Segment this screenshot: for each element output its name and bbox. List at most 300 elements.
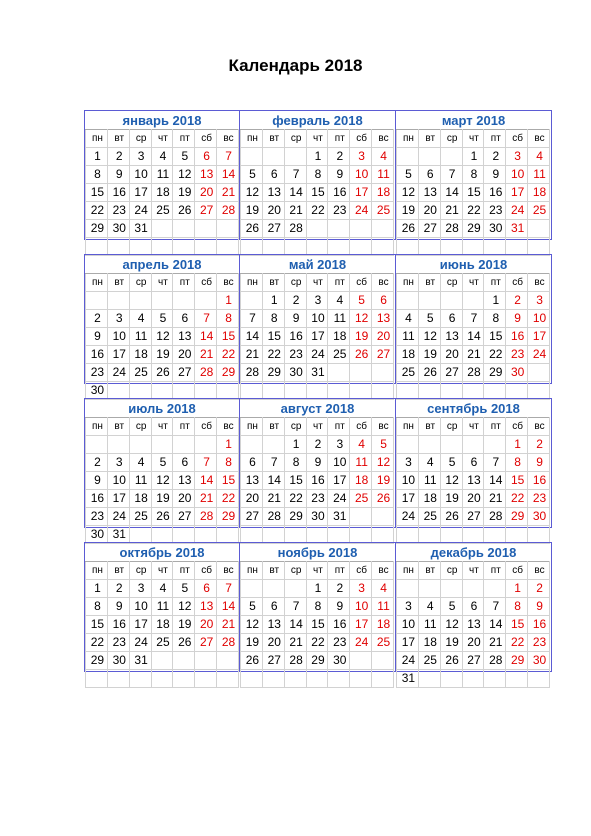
day-cell: 26 (440, 508, 462, 526)
day-cell: 29 (506, 508, 528, 526)
empty-cell (372, 220, 394, 238)
empty-cell (284, 148, 306, 166)
day-cell: 7 (217, 580, 239, 598)
day-cell: 14 (195, 472, 217, 490)
empty-cell (129, 436, 151, 454)
empty-cell (306, 670, 328, 688)
day-cell: 11 (328, 310, 350, 328)
day-cell: 11 (418, 616, 440, 634)
day-cell: 30 (86, 382, 108, 400)
day-cell: 5 (397, 166, 419, 184)
day-cell: 26 (418, 364, 440, 382)
month-table (85, 417, 239, 544)
day-cell: 5 (173, 580, 195, 598)
empty-cell (418, 580, 440, 598)
day-cell: 6 (462, 454, 484, 472)
day-cell: 10 (350, 598, 372, 616)
day-cell: 2 (506, 292, 528, 310)
empty-cell (262, 382, 284, 400)
month-title: март 2018 (441, 113, 506, 128)
day-cell: 30 (306, 508, 328, 526)
day-cell: 1 (506, 436, 528, 454)
weekday-header: чт (306, 418, 328, 436)
empty-cell (506, 382, 528, 400)
day-cell: 20 (262, 634, 284, 652)
empty-cell (173, 526, 195, 544)
empty-cell (241, 148, 263, 166)
weekday-header: вт (262, 130, 284, 148)
day-cell: 13 (418, 184, 440, 202)
day-cell: 21 (241, 346, 263, 364)
day-cell: 10 (129, 598, 151, 616)
empty-cell (462, 382, 484, 400)
day-cell: 16 (328, 616, 350, 634)
day-cell: 15 (217, 328, 239, 346)
day-cell: 18 (418, 634, 440, 652)
empty-cell (217, 652, 239, 670)
day-cell: 14 (462, 328, 484, 346)
day-cell: 2 (107, 148, 129, 166)
weekday-header: пт (173, 130, 195, 148)
day-cell: 7 (440, 166, 462, 184)
empty-cell (151, 526, 173, 544)
day-cell: 26 (241, 220, 263, 238)
weekday-header: чт (151, 274, 173, 292)
day-cell: 30 (284, 364, 306, 382)
weekday-header: пт (173, 274, 195, 292)
empty-cell (397, 580, 419, 598)
weekday-header: чт (462, 274, 484, 292)
weekday-header: сб (195, 562, 217, 580)
weekday-header: вт (107, 274, 129, 292)
day-cell: 19 (173, 616, 195, 634)
day-cell: 30 (528, 508, 550, 526)
day-cell: 28 (484, 652, 506, 670)
day-cell: 10 (350, 166, 372, 184)
day-cell: 21 (195, 490, 217, 508)
empty-cell (350, 220, 372, 238)
empty-cell (440, 670, 462, 688)
weekday-header: пт (328, 418, 350, 436)
empty-cell (350, 382, 372, 400)
day-cell: 17 (107, 490, 129, 508)
day-cell: 2 (484, 148, 506, 166)
empty-cell (397, 526, 419, 544)
weekday-header: пн (86, 130, 108, 148)
day-cell: 18 (151, 616, 173, 634)
empty-cell (484, 580, 506, 598)
day-cell: 23 (528, 490, 550, 508)
day-cell: 26 (173, 634, 195, 652)
day-cell: 17 (528, 328, 550, 346)
empty-cell (418, 670, 440, 688)
day-cell: 16 (528, 616, 550, 634)
weekday-header: ср (129, 418, 151, 436)
day-cell: 10 (397, 472, 419, 490)
day-cell: 24 (129, 634, 151, 652)
month-title: декабрь 2018 (430, 545, 517, 560)
day-cell: 25 (528, 202, 550, 220)
day-cell: 3 (129, 148, 151, 166)
day-cell: 27 (262, 652, 284, 670)
day-cell: 23 (86, 508, 108, 526)
month-row (84, 398, 552, 541)
weekday-header: вс (528, 562, 550, 580)
day-cell: 10 (107, 472, 129, 490)
day-cell: 18 (350, 472, 372, 490)
day-cell: 24 (397, 508, 419, 526)
month-table (396, 417, 550, 544)
empty-cell (151, 436, 173, 454)
empty-cell (528, 364, 550, 382)
day-cell: 6 (418, 166, 440, 184)
empty-cell (217, 238, 239, 256)
day-cell: 19 (151, 346, 173, 364)
weekday-header: чт (151, 562, 173, 580)
day-cell: 17 (107, 346, 129, 364)
day-cell: 3 (306, 292, 328, 310)
weekday-header: вт (418, 418, 440, 436)
day-cell: 28 (462, 364, 484, 382)
empty-cell (107, 292, 129, 310)
day-cell: 26 (372, 490, 394, 508)
empty-cell (195, 292, 217, 310)
weekday-header: вт (262, 274, 284, 292)
day-cell: 5 (241, 598, 263, 616)
day-cell: 20 (372, 328, 394, 346)
day-cell: 31 (397, 670, 419, 688)
day-cell: 4 (350, 436, 372, 454)
day-cell: 15 (506, 472, 528, 490)
weekday-header: вс (372, 562, 394, 580)
empty-cell (195, 220, 217, 238)
day-cell: 3 (328, 436, 350, 454)
empty-cell (372, 652, 394, 670)
day-cell: 28 (217, 634, 239, 652)
empty-cell (284, 580, 306, 598)
day-cell: 8 (217, 454, 239, 472)
day-cell: 8 (262, 310, 284, 328)
day-cell: 30 (328, 652, 350, 670)
day-cell: 25 (418, 508, 440, 526)
weekday-header: сб (506, 562, 528, 580)
day-cell: 1 (86, 580, 108, 598)
empty-cell (151, 670, 173, 688)
empty-cell (506, 670, 528, 688)
day-cell: 10 (328, 454, 350, 472)
day-cell: 23 (107, 634, 129, 652)
day-cell: 10 (107, 328, 129, 346)
empty-cell (173, 436, 195, 454)
empty-cell (107, 436, 129, 454)
day-cell: 24 (107, 508, 129, 526)
day-cell: 9 (328, 598, 350, 616)
day-cell: 16 (86, 490, 108, 508)
day-cell: 27 (262, 220, 284, 238)
weekday-header: пн (397, 130, 419, 148)
day-cell: 7 (195, 310, 217, 328)
empty-cell (262, 148, 284, 166)
empty-cell (173, 382, 195, 400)
month-title: май 2018 (288, 257, 347, 272)
weekday-header: сб (506, 130, 528, 148)
day-cell: 23 (86, 364, 108, 382)
weekday-header: вс (372, 130, 394, 148)
weekday-header: ср (129, 130, 151, 148)
weekday-header: чт (306, 274, 328, 292)
empty-cell (129, 382, 151, 400)
day-cell: 27 (462, 652, 484, 670)
day-cell: 16 (306, 472, 328, 490)
empty-cell (350, 670, 372, 688)
empty-cell (151, 238, 173, 256)
empty-cell (440, 382, 462, 400)
empty-cell (241, 238, 263, 256)
empty-cell (86, 436, 108, 454)
empty-cell (129, 670, 151, 688)
day-cell: 14 (241, 328, 263, 346)
day-cell: 21 (284, 634, 306, 652)
day-cell: 22 (506, 490, 528, 508)
day-cell: 13 (195, 166, 217, 184)
day-cell: 23 (528, 634, 550, 652)
month-table (240, 417, 394, 544)
day-cell: 19 (151, 490, 173, 508)
day-cell: 11 (151, 166, 173, 184)
day-cell: 9 (306, 454, 328, 472)
day-cell: 14 (217, 166, 239, 184)
empty-cell (397, 148, 419, 166)
weekday-header: пн (397, 562, 419, 580)
day-cell: 14 (284, 616, 306, 634)
day-cell: 4 (528, 148, 550, 166)
day-cell: 17 (350, 184, 372, 202)
month-table (240, 273, 394, 400)
day-cell: 5 (151, 454, 173, 472)
day-cell: 23 (284, 346, 306, 364)
day-cell: 26 (350, 346, 372, 364)
day-cell: 11 (129, 328, 151, 346)
day-cell: 22 (306, 634, 328, 652)
weekday-header: ср (440, 274, 462, 292)
day-cell: 19 (397, 202, 419, 220)
day-cell: 4 (418, 454, 440, 472)
day-cell: 3 (107, 310, 129, 328)
empty-cell (284, 526, 306, 544)
day-cell: 3 (506, 148, 528, 166)
day-cell: 30 (484, 220, 506, 238)
empty-cell (195, 526, 217, 544)
empty-cell (217, 220, 239, 238)
day-cell: 10 (397, 616, 419, 634)
day-cell: 18 (372, 616, 394, 634)
day-cell: 6 (440, 310, 462, 328)
month-title: октябрь 2018 (119, 545, 205, 560)
day-cell: 12 (151, 328, 173, 346)
day-cell: 11 (372, 166, 394, 184)
day-cell: 19 (241, 634, 263, 652)
day-cell: 12 (350, 310, 372, 328)
weekday-header: пт (328, 562, 350, 580)
day-cell: 23 (506, 346, 528, 364)
day-cell: 16 (284, 328, 306, 346)
day-cell: 1 (484, 292, 506, 310)
day-cell: 19 (372, 472, 394, 490)
day-cell: 20 (195, 616, 217, 634)
weekday-header: пн (241, 418, 263, 436)
day-cell: 30 (86, 526, 108, 544)
day-cell: 24 (506, 202, 528, 220)
empty-cell (241, 292, 263, 310)
empty-cell (241, 526, 263, 544)
day-cell: 6 (262, 166, 284, 184)
empty-cell (397, 292, 419, 310)
day-cell: 23 (107, 202, 129, 220)
empty-cell (173, 652, 195, 670)
empty-cell (217, 670, 239, 688)
empty-cell (506, 526, 528, 544)
day-cell: 26 (173, 202, 195, 220)
empty-cell (440, 148, 462, 166)
day-cell: 11 (397, 328, 419, 346)
day-cell: 25 (129, 508, 151, 526)
day-cell: 12 (173, 598, 195, 616)
day-cell: 31 (506, 220, 528, 238)
day-cell: 19 (173, 184, 195, 202)
month-title: ноябрь 2018 (277, 545, 358, 560)
empty-cell (350, 508, 372, 526)
empty-cell (372, 670, 394, 688)
day-cell: 18 (418, 490, 440, 508)
weekday-header: ср (284, 418, 306, 436)
weekday-header: вт (418, 274, 440, 292)
day-cell: 8 (284, 454, 306, 472)
empty-cell (86, 292, 108, 310)
month-row (84, 110, 552, 240)
empty-cell (217, 526, 239, 544)
day-cell: 17 (350, 616, 372, 634)
empty-cell (129, 526, 151, 544)
day-cell: 9 (86, 472, 108, 490)
empty-cell (440, 292, 462, 310)
day-cell: 16 (107, 184, 129, 202)
empty-cell (462, 292, 484, 310)
day-cell: 6 (372, 292, 394, 310)
day-cell: 3 (397, 454, 419, 472)
day-cell: 21 (262, 490, 284, 508)
empty-cell (262, 238, 284, 256)
day-cell: 13 (173, 328, 195, 346)
day-cell: 3 (350, 148, 372, 166)
day-cell: 7 (284, 598, 306, 616)
day-cell: 18 (129, 490, 151, 508)
day-cell: 4 (418, 598, 440, 616)
day-cell: 2 (284, 292, 306, 310)
day-cell: 30 (107, 652, 129, 670)
day-cell: 27 (173, 364, 195, 382)
empty-cell (262, 670, 284, 688)
day-cell: 2 (528, 436, 550, 454)
empty-cell (462, 670, 484, 688)
day-cell: 22 (217, 490, 239, 508)
empty-cell (195, 652, 217, 670)
day-cell: 16 (107, 616, 129, 634)
day-cell: 4 (397, 310, 419, 328)
day-cell: 27 (195, 634, 217, 652)
weekday-header: ср (440, 562, 462, 580)
day-cell: 2 (107, 580, 129, 598)
day-cell: 15 (506, 616, 528, 634)
empty-cell (173, 292, 195, 310)
weekday-header: вт (262, 418, 284, 436)
weekday-header: вс (217, 274, 239, 292)
day-cell: 12 (241, 616, 263, 634)
empty-cell (484, 526, 506, 544)
empty-cell (462, 238, 484, 256)
empty-cell (440, 436, 462, 454)
empty-cell (241, 436, 263, 454)
day-cell: 14 (262, 472, 284, 490)
month-block (396, 542, 552, 685)
day-cell: 20 (440, 346, 462, 364)
day-cell: 9 (506, 310, 528, 328)
day-cell: 4 (129, 454, 151, 472)
day-cell: 30 (528, 652, 550, 670)
day-cell: 30 (107, 220, 129, 238)
weekday-header: чт (151, 130, 173, 148)
day-cell: 1 (86, 148, 108, 166)
day-cell: 7 (484, 454, 506, 472)
empty-cell (241, 580, 263, 598)
day-cell: 22 (217, 346, 239, 364)
day-cell: 28 (284, 220, 306, 238)
day-cell: 14 (217, 598, 239, 616)
day-cell: 13 (462, 472, 484, 490)
day-cell: 3 (397, 598, 419, 616)
weekday-header: чт (306, 562, 328, 580)
empty-cell (350, 238, 372, 256)
day-cell: 19 (440, 490, 462, 508)
day-cell: 26 (241, 652, 263, 670)
empty-cell (418, 382, 440, 400)
day-cell: 15 (86, 184, 108, 202)
month-block (240, 254, 396, 384)
weekday-header: пт (328, 130, 350, 148)
month-block (240, 110, 396, 240)
empty-cell (306, 526, 328, 544)
empty-cell (462, 580, 484, 598)
day-cell: 25 (151, 202, 173, 220)
weekday-header: пн (397, 274, 419, 292)
day-cell: 28 (484, 508, 506, 526)
empty-cell (372, 238, 394, 256)
day-cell: 20 (462, 634, 484, 652)
day-cell: 21 (217, 184, 239, 202)
day-cell: 5 (372, 436, 394, 454)
empty-cell (151, 652, 173, 670)
day-cell: 8 (484, 310, 506, 328)
weekday-header: сб (350, 562, 372, 580)
day-cell: 7 (462, 310, 484, 328)
empty-cell (151, 220, 173, 238)
day-cell: 10 (506, 166, 528, 184)
day-cell: 25 (350, 490, 372, 508)
day-cell: 27 (462, 508, 484, 526)
day-cell: 1 (306, 148, 328, 166)
day-cell: 20 (262, 202, 284, 220)
day-cell: 28 (195, 508, 217, 526)
empty-cell (86, 670, 108, 688)
